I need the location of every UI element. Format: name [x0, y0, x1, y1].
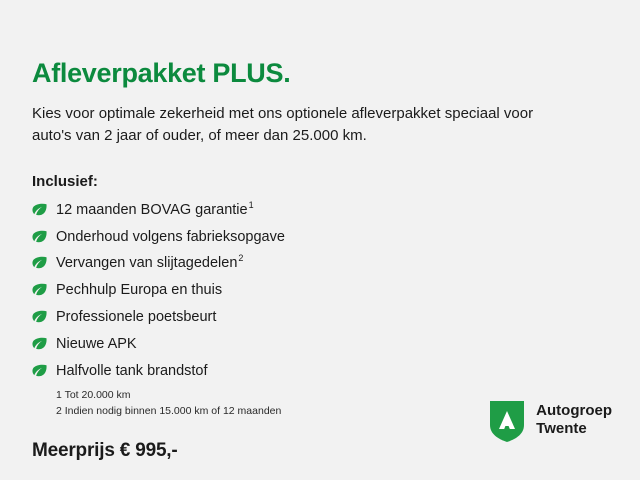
page-title: Afleverpakket PLUS. — [32, 58, 291, 88]
list-item — [32, 253, 616, 273]
logo — [487, 398, 612, 442]
list-item — [32, 280, 616, 300]
footnote-ref: 1 — [248, 199, 254, 210]
logo-line-2: Twente — [536, 420, 587, 437]
list-item — [32, 334, 616, 354]
inclusief-label: Inclusief: — [32, 172, 98, 190]
logo-text — [536, 402, 612, 437]
leaf-icon — [32, 364, 47, 377]
list-item-label: Halfvolle tank brandstof — [56, 363, 208, 380]
leaf-icon — [32, 230, 47, 243]
list-item-label: Pechhulp Europa en thuis — [56, 282, 223, 299]
list-item — [32, 307, 616, 327]
leaf-icon — [32, 337, 47, 350]
footnote-ref: 2 — [238, 253, 244, 264]
leaf-icon — [32, 256, 47, 269]
list-item — [32, 200, 616, 220]
list-item-label: Nieuwe APK — [56, 336, 137, 353]
list-item — [32, 227, 616, 247]
leaf-icon — [32, 310, 47, 323]
footnote-2: 2 Indien nodig binnen 15.000 km of 12 maanden — [56, 404, 282, 417]
intro-text: Kies voor optimale zekerheid met ons optionele afleverpakket speciaal voor auto's van 2 jaar of ouder, of meer dan 25.000 km. — [32, 105, 534, 144]
list-item-label: 12 maanden BOVAG garantie — [56, 201, 248, 218]
list-item-label: Onderhoud volgens fabrieksopgave — [56, 228, 285, 245]
list-item-label: Professionele poetsbeurt — [56, 309, 217, 326]
footnote-1: 1 Tot 20.000 km — [56, 389, 131, 402]
list-item-label: Vervangen van slijtagedelen — [56, 255, 238, 272]
leaf-icon — [32, 283, 47, 296]
leaf-icon — [32, 203, 47, 216]
price-label: Meerprijs € 995,- — [32, 439, 178, 461]
shield-logo-icon — [487, 398, 527, 442]
logo-line-1: Autogroep — [536, 402, 612, 420]
features-list — [32, 200, 616, 382]
list-item — [32, 361, 616, 381]
